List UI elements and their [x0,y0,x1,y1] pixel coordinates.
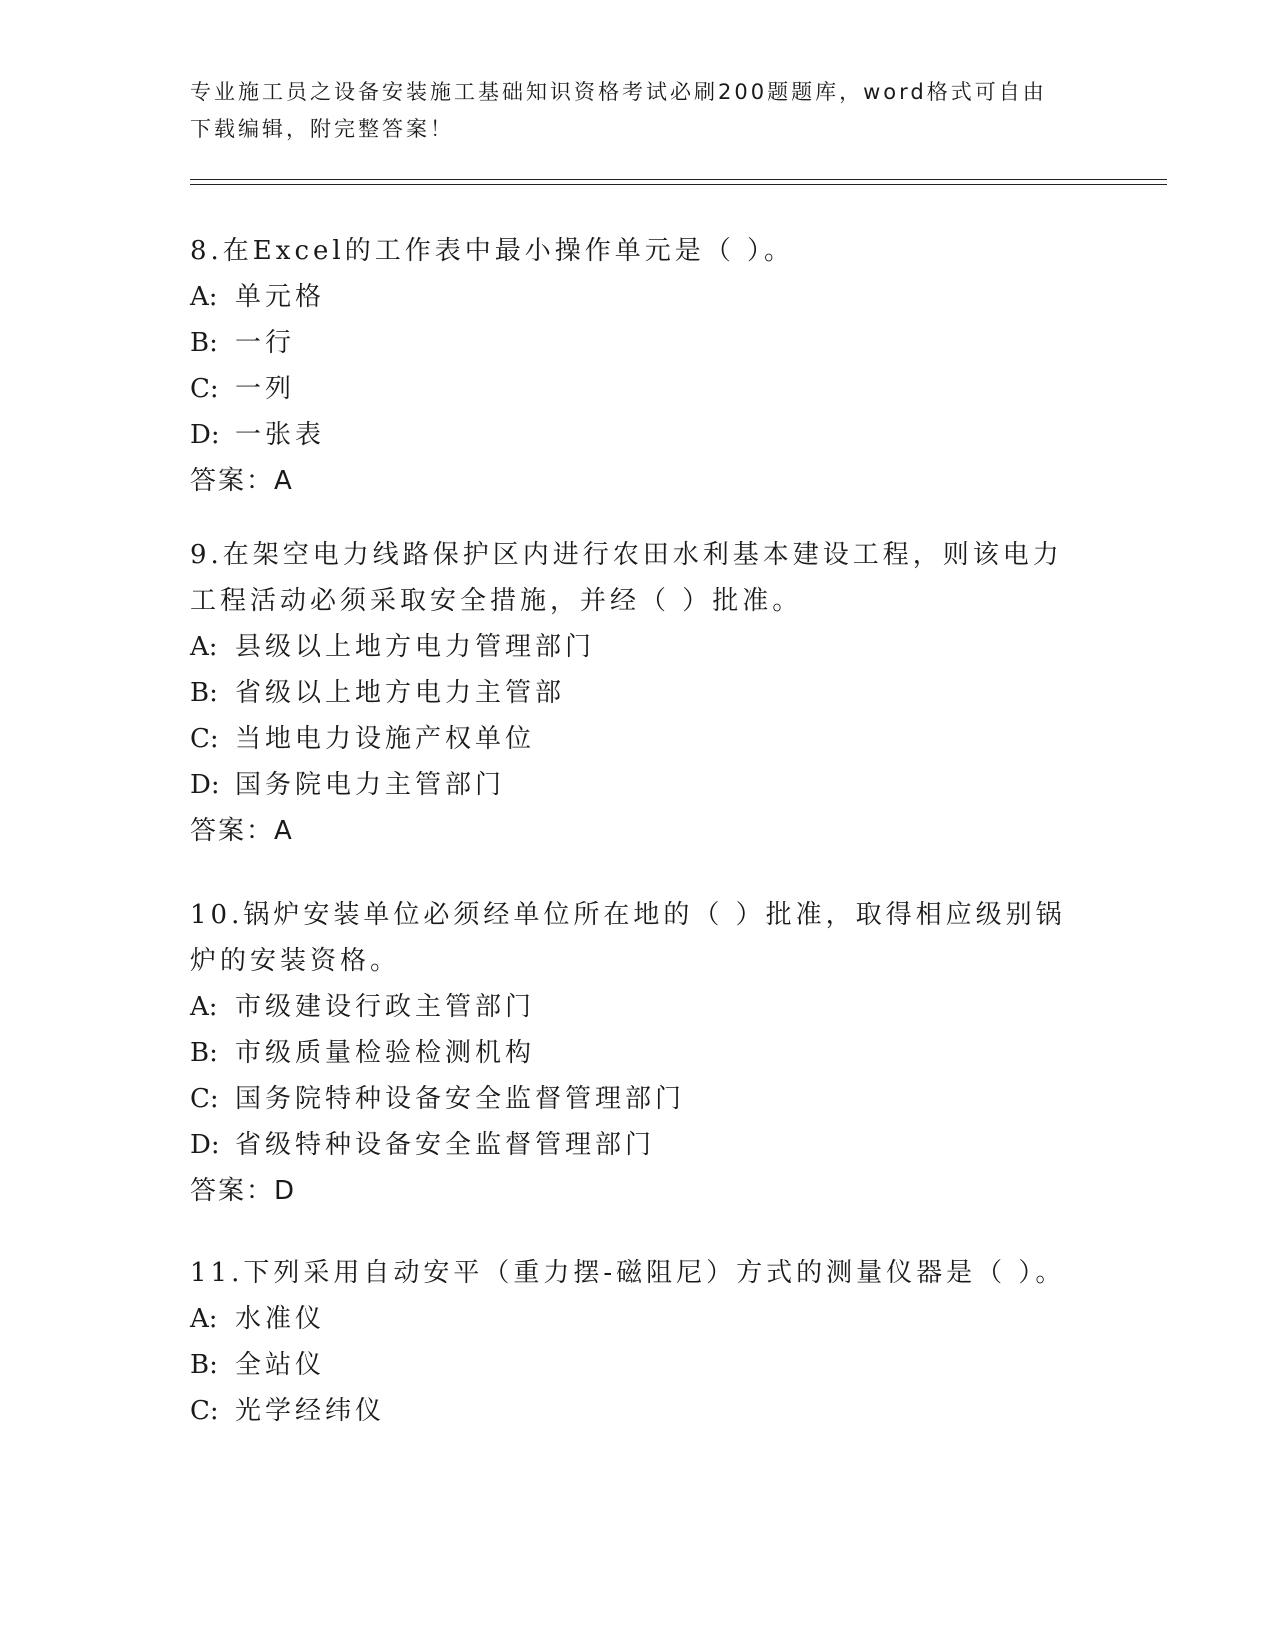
option-key: D: [190,770,220,800]
option-c [190,1388,1090,1434]
option-c [190,716,1090,762]
option-d [190,1122,1090,1168]
question-stem: 10.锅炉安装单位必须经单位所在地的（ ）批准，取得相应级别锅炉的安装资格。 [190,900,1066,976]
question-10 [190,892,1090,1214]
option-b [190,1342,1090,1388]
option-text: 市级建设行政主管部门 [235,992,536,1022]
document-header [190,74,1090,148]
option-text: 省级以上地方电力主管部 [235,678,566,708]
option-key: C: [190,1396,219,1426]
question-11 [190,1250,1090,1434]
question-stem: 9.在架空电力线路保护区内进行农田水利基本建设工程，则该电力工程活动必须采取安全措施，并经（ ）批准。 [190,540,1063,616]
option-b [190,1030,1090,1076]
option-text: 县级以上地方电力管理部门 [235,632,596,662]
question-stem: 8.在Excel的工作表中最小操作单元是（ ）。 [190,236,794,266]
option-d [190,762,1090,808]
option-key: B: [190,678,218,708]
option-a [190,274,1090,320]
option-d [190,412,1090,458]
option-key: D: [190,1130,220,1160]
option-text: 一行 [235,328,296,358]
option-key: C: [190,1084,219,1114]
option-text: 光学经纬仪 [235,1396,386,1426]
header-divider-bottom [190,184,1167,185]
option-text: 一列 [235,374,296,404]
header-line-2: 下载编辑，附完整答案！ [190,117,454,141]
answer-label: 答案：A [190,466,294,496]
option-b [190,320,1090,366]
option-text: 一张表 [235,420,326,450]
option-key: A: [190,282,218,312]
option-a [190,1296,1090,1342]
option-text: 省级特种设备安全监督管理部门 [235,1130,656,1160]
option-a [190,624,1090,670]
option-text: 水准仪 [235,1304,326,1334]
option-key: C: [190,724,219,754]
question-stem: 11.下列采用自动安平（重力摆-磁阻尼）方式的测量仪器是（ ）。 [190,1258,1066,1288]
option-key: A: [190,632,218,662]
option-text: 国务院特种设备安全监督管理部门 [235,1084,686,1114]
option-text: 国务院电力主管部门 [235,770,506,800]
option-b [190,670,1090,716]
option-text: 当地电力设施产权单位 [235,724,536,754]
option-text: 单元格 [235,282,326,312]
option-key: A: [190,992,218,1022]
option-text: 市级质量检验检测机构 [235,1038,536,1068]
question-9 [190,532,1090,854]
question-8 [190,228,1090,504]
header-line-1: 专业施工员之设备安装施工基础知识资格考试必刷200题题库，word格式可自由 [190,80,1047,104]
header-divider-top [190,179,1167,180]
option-key: B: [190,328,218,358]
option-key: D: [190,420,220,450]
option-key: B: [190,1350,218,1380]
option-key: C: [190,374,219,404]
option-key: B: [190,1038,218,1068]
option-c [190,366,1090,412]
option-text: 全站仪 [235,1350,326,1380]
answer-label: 答案：D [190,1176,297,1206]
option-a [190,984,1090,1030]
option-key: A: [190,1304,218,1334]
option-c [190,1076,1090,1122]
answer-label: 答案：A [190,816,294,846]
